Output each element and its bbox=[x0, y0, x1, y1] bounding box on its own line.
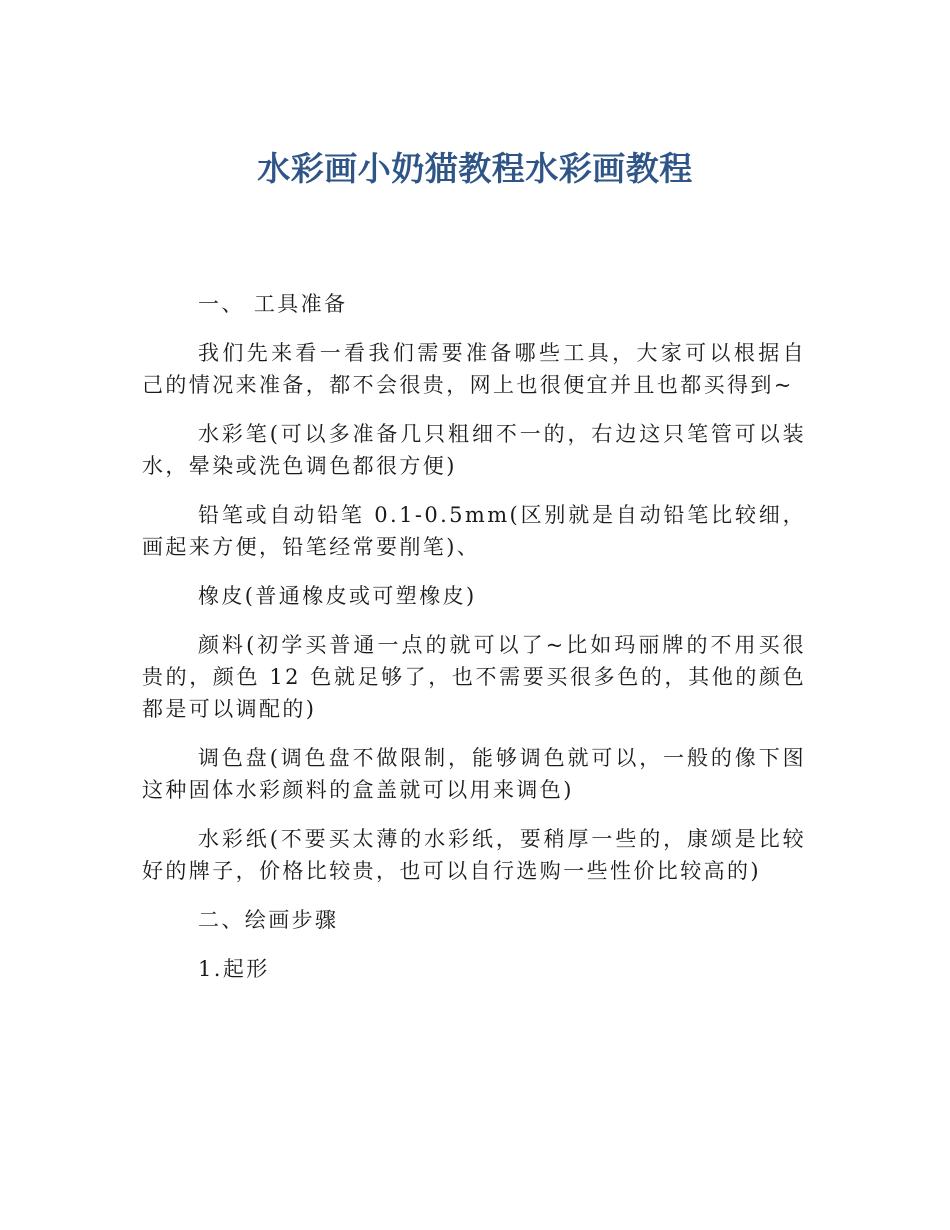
document-body bbox=[142, 288, 806, 1002]
document-title: 水彩画小奶猫教程水彩画教程 bbox=[257, 149, 693, 188]
paragraph-brush: 水彩笔(可以多准备几只粗细不一的，右边这只笔管可以装水，晕染或洗色调色都很方便) bbox=[142, 422, 806, 478]
section-heading-tools: 一、 工具准备 bbox=[198, 292, 348, 316]
paragraph-eraser: 橡皮(普通橡皮或可塑橡皮) bbox=[198, 584, 477, 608]
step-heading-sketch: 1.起形 bbox=[198, 957, 270, 981]
section-heading-steps: 二、绘画步骤 bbox=[198, 908, 339, 932]
paragraph-palette: 调色盘(调色盘不做限制，能够调色就可以，一般的像下图这种固体水彩颜料的盒盖就可以用来调色) bbox=[142, 746, 806, 802]
paragraph-paint: 颜料(初学买普通一点的就可以了~比如玛丽牌的不用买很贵的，颜色 12 色就足够了，也不需要买很多色的，其他的颜色都是可以调配的) bbox=[142, 633, 806, 721]
paragraph-paper: 水彩纸(不要买太薄的水彩纸，要稍厚一些的，康颂是比较好的牌子，价格比较贵，也可以自行选购一些性价比较高的) bbox=[142, 827, 806, 883]
paragraph-intro: 我们先来看一看我们需要准备哪些工具，大家可以根据自己的情况来准备，都不会很贵，网上也很便宜并且也都买得到~ bbox=[142, 341, 806, 397]
paragraph-pencil: 铅笔或自动铅笔 0.1-0.5mm(区别就是自动铅笔比较细，画起来方便，铅笔经常要削笔)、 bbox=[142, 503, 806, 559]
